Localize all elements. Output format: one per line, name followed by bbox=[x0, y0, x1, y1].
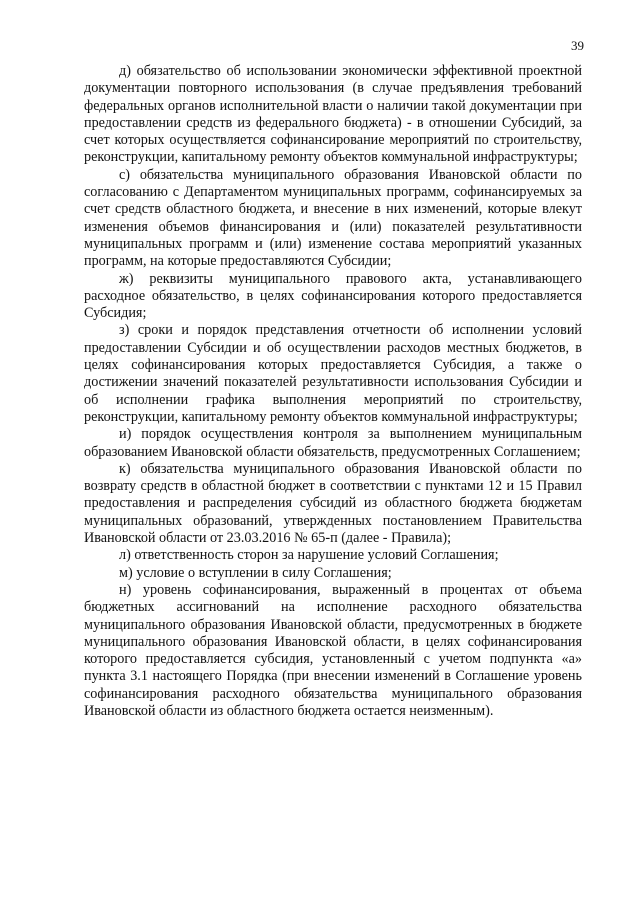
paragraph-zh: ж) реквизиты муниципального правового акта, устанавливающего расходное обязательство, в целях софинансирования которого предоставляется Субсидия; bbox=[84, 270, 582, 322]
paragraph-i: и) порядок осуществления контроля за выполнением муниципальным образованием Ивановской области обязательств, предусмотренных Соглашением; bbox=[84, 426, 582, 460]
paragraph-l: л) ответственность сторон за нарушение условий Соглашения; bbox=[119, 547, 499, 564]
paragraph-d: д) обязательство об использовании экономически эффективной проектной документации повторного использования (в случае предъявления требований федеральных органов исполнительной власти о наличии такой документации при предоставлении средств из федерального бюджета) - в отношении Субсидий, за счет которых осуществляется софинансирование мероприятий по строительству, реконструкции, капитальному ремонту объектов коммунальной инфраструктуры; bbox=[84, 63, 582, 166]
paragraph-s: с) обязательства муниципального образования Ивановской области по согласованию с Департаментом муниципальных программ, софинансируемых за счет средств областного бюджета, и внесение в них изменений, которые влекут изменения объемов финансирования и (или) показателей результативности муниципальных программ и (или) изменение состава мероприятий указанных программ, на которые предоставляются Субсидии; bbox=[84, 166, 582, 270]
document-body bbox=[84, 63, 582, 720]
page-number: 39 bbox=[571, 38, 584, 53]
paragraph-k: к) обязательства муниципального образования Ивановской области по возврату средств в областной бюджет в соответствии с пунктами 12 и 15 Правил предоставления и распределения субсидий из областного бюджета бюджетам муниципальных образований, утвержденных постановлением Правительства Ивановской области от 23.03.2016 № 65-п (далее - Правила); bbox=[84, 460, 582, 547]
paragraph-n: н) уровень софинансирования, выраженный в процентах от объема бюджетных ассигнований на исполнение расходного обязательства муниципального образования Ивановской области, предусмотренных в бюджете муниципального образования Ивановской области, в целях софинансирования которого предоставляется субсидия, установленный с учетом подпункта «а» пункта 3.1 настоящего Порядка (при внесении изменений в Соглашение уровень софинансирования расходного обязательства муниципального образования Ивановской области из областного бюджета остается неизменным). bbox=[84, 581, 582, 719]
paragraph-z: з) сроки и порядок представления отчетности об исполнении условий предоставлении Субсидии и об осуществлении расходов местных бюджетов, в целях софинансирования которых предоставляется Субсидия, а также о достижении значений показателей результативности использования Субсидии и об исполнении графика выполнения мероприятий по строительству, реконструкции, капитальному ремонту объектов коммунальной инфраструктуры; bbox=[84, 322, 582, 425]
paragraph-m: м) условие о вступлении в силу Соглашения; bbox=[119, 564, 392, 581]
